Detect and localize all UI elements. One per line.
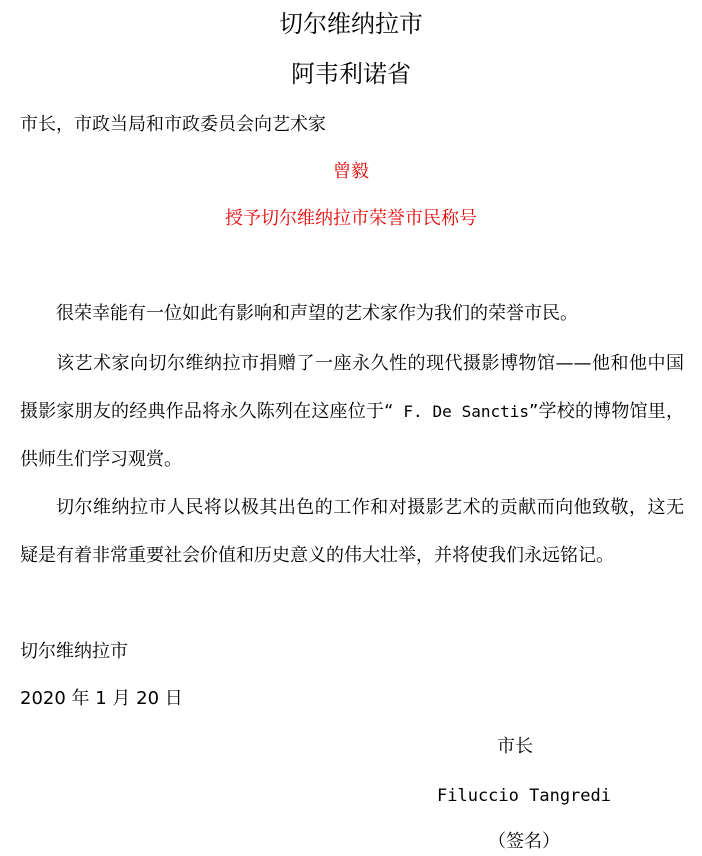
signatory-role: 市长 (497, 736, 533, 757)
paragraph-3: 切尔维纳拉市人民将以极其出色的工作和对摄影艺术的贡献而向他致敬，这无疑是有着非常重要社会价值和历史意义的伟大壮举，并将使我们永远铭记。 (20, 497, 684, 566)
province-title: 阿韦利诺省 (291, 60, 411, 88)
paragraph-1: 很荣幸能有一位如此有影响和声望的艺术家作为我们的荣誉市民。 (56, 303, 578, 324)
issuing-place: 切尔维纳拉市 (20, 641, 128, 662)
signature-note: （签名） (488, 831, 560, 852)
signatory-name: Filuccio Tangredi (437, 786, 611, 806)
paragraph-2 (20, 340, 684, 484)
city-title: 切尔维纳拉市 (279, 10, 423, 38)
honor-title: 授予切尔维纳拉市荣誉市民称号 (225, 208, 477, 229)
honoree-name: 曾毅 (333, 161, 369, 182)
paragraph-2-text-b: ”学校的博物馆里，供师生们学习观赏。 (20, 401, 685, 470)
paragraph-2-text-a: 该艺术家向切尔维纳拉市捐赠了一座永久性的现代摄影博物馆——他和他中国摄影家朋友的经典作品将永久陈列在这座位于“ (20, 353, 684, 422)
school-name: F. De Sanctis (393, 402, 530, 421)
issue-date: 2020 年 1 月 20 日 (20, 688, 183, 709)
intro-line: 市长，市政当局和市政委员会向艺术家 (20, 114, 326, 135)
